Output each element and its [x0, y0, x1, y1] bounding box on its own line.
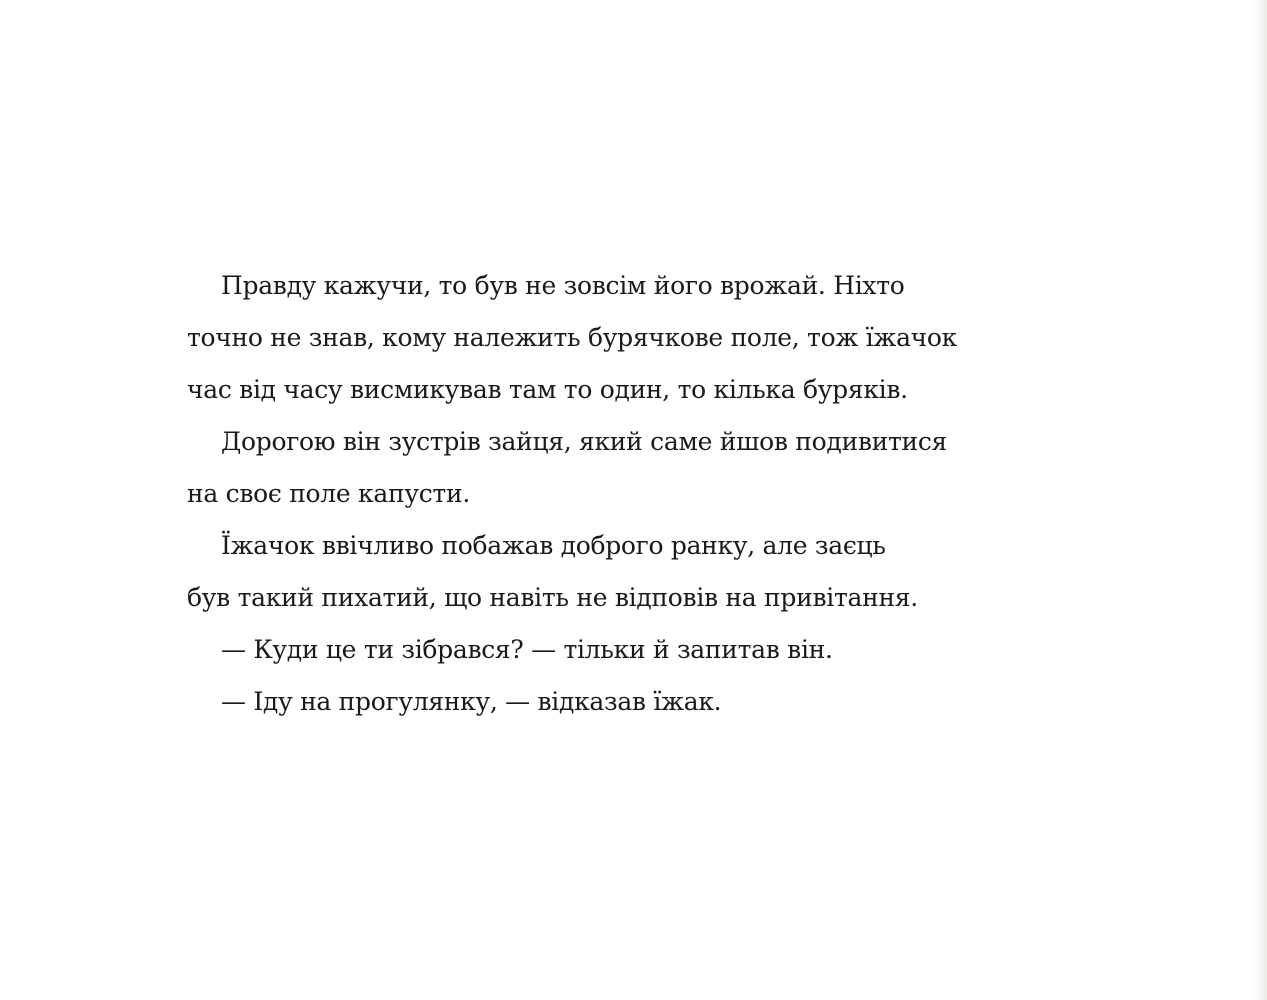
- text-line: Правду кажучи, то був не зовсім його врожай. Ніхто: [221, 271, 905, 300]
- text-line: час від часу висмикував там то один, то кілька буряків.: [187, 375, 908, 404]
- text-line: на своє поле капусти.: [187, 479, 470, 508]
- text-line: Дорогою він зустрів зайця, який саме йшов подивитися: [221, 427, 948, 456]
- text-line: був такий пихатий, що навіть не відповів на привітання.: [187, 583, 918, 612]
- text-line: Їжачок ввічливо побажав доброго ранку, але заєць: [221, 531, 886, 560]
- text-line: точно не знав, кому належить бурячкове поле, тож їжачок: [187, 323, 957, 352]
- dialogue-line: — Іду на прогулянку, — відказав їжак.: [221, 687, 722, 716]
- page-edge-shadow: [1253, 0, 1267, 1000]
- story-text: [187, 260, 1067, 728]
- dialogue-line: — Куди це ти зібрався? — тільки й запитав він.: [221, 635, 833, 664]
